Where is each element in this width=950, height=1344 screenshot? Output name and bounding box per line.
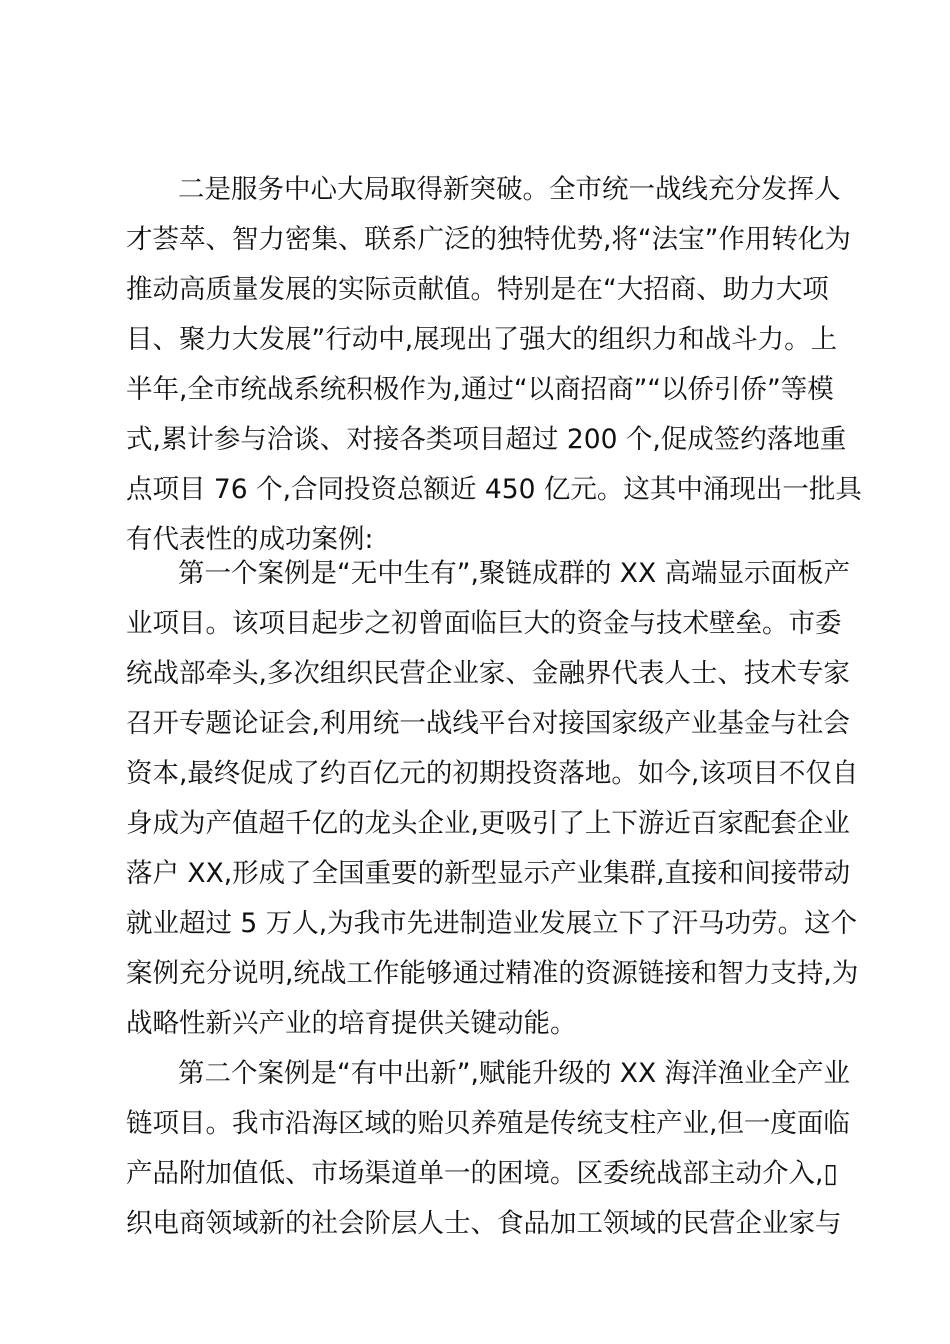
paragraph-2-line-6-text: 身成为产值超千亿的龙头企业,更吸引了上下游近百家配套企业 [126,808,850,839]
paragraph-2-line-4 [0,702,950,746]
paragraph-1-line-3-text: 推动高质量发展的实际贡献值。特别是在“大招商、助力大项 [126,274,829,305]
paragraph-1-line-7-text: 点项目 76 个,合同投资总额近 450 亿元。这其中涌现出一批具 [126,474,862,505]
paragraph-2-line-3-text: 统战部牵头,多次组织民营企业家、金融界代表人士、技术专家 [126,658,850,689]
paragraph-1-line-2 [0,218,950,262]
paragraph-1-line-4 [0,318,950,362]
paragraph-1-line-3 [0,268,950,312]
paragraph-1-line-5-text: 半年,全市统战系统积极作为,通过“以商招商”“以侨引侨”等模 [126,374,834,405]
paragraph-2-line-9-text: 案例充分说明,统战工作能够通过精准的资源链接和智力支持,为 [126,958,859,989]
paragraph-2-line-7-text: 落户 XX,形成了全国重要的新型显示产业集群,直接和间接带动 [126,858,851,889]
paragraph-2-line-9 [0,952,950,996]
paragraph-1-line-8-text: 有代表性的成功案例: [126,524,374,555]
paragraph-1-line-2-text: 才荟萃、智力密集、联系广泛的独特优势,将“法宝”作用转化为 [126,224,851,255]
paragraph-1-line-6 [0,418,950,462]
paragraph-1-line-4-text: 目、聚力大发展”行动中,展现出了强大的组织力和战斗力。上 [126,324,838,355]
paragraph-2-line-4-text: 召开专题论证会,利用统一战线平台对接国家级产业基金与社会 [126,708,850,739]
paragraph-2-line-8 [0,902,950,946]
paragraph-3-line-4-text: 织电商领域新的社会阶层人士、食品加工领域的民营企业家与 [126,1208,842,1239]
paragraph-2-line-5 [0,752,950,796]
paragraph-1-line-1-text: 二是服务中心大局取得新突破。全市统一战线充分发挥人 [178,174,841,205]
paragraph-2-line-10 [0,1002,950,1046]
paragraph-2-line-7 [0,852,950,896]
paragraph-2-line-2-text: 业项目。该项目起步之初曾面临巨大的资金与技术壁垒。市委 [126,608,842,639]
paragraph-3-line-3 [0,1152,950,1196]
paragraph-2-line-5-text: 资本,最终促成了约百亿元的初期投资落地。如今,该项目不仅自 [126,758,859,789]
paragraph-3-line-2 [0,1102,950,1146]
paragraph-1-line-5 [0,368,950,412]
paragraph-2-line-1-text: 第一个案例是“无中生有”,聚链成群的 XX 高端显示面板产 [178,558,851,589]
paragraph-1-line-7 [0,468,950,512]
paragraph-2-line-6 [0,802,950,846]
paragraph-2-line-8-text: 就业超过 5 万人,为我市先进制造业发展立下了汗马功劳。这个 [126,908,858,939]
paragraph-2-line-1 [0,552,950,596]
paragraph-1-line-1 [0,168,950,212]
paragraph-2-line-3 [0,652,950,696]
paragraph-3-line-2-text: 链项目。我市沿海区域的贻贝养殖是传统支柱产业,但一度面临 [126,1108,850,1139]
paragraph-2-line-10-text: 战略性新兴产业的培育提供关键动能。 [126,1008,577,1039]
paragraph-2-line-2 [0,602,950,646]
paragraph-1-line-6-text: 式,累计参与洽谈、对接各类项目超过 200 个,促成签约落地重 [126,424,847,455]
paragraph-3-line-3-text: 产品附加值低、市场渠道单一的困境。区委统战部主动介入,▯ [126,1158,839,1189]
paragraph-3-line-4 [0,1202,950,1246]
paragraph-3-line-1 [0,1052,950,1096]
paragraph-3-line-1-text: 第二个案例是“有中出新”,赋能升级的 XX 海洋渔业全产业 [178,1058,851,1089]
